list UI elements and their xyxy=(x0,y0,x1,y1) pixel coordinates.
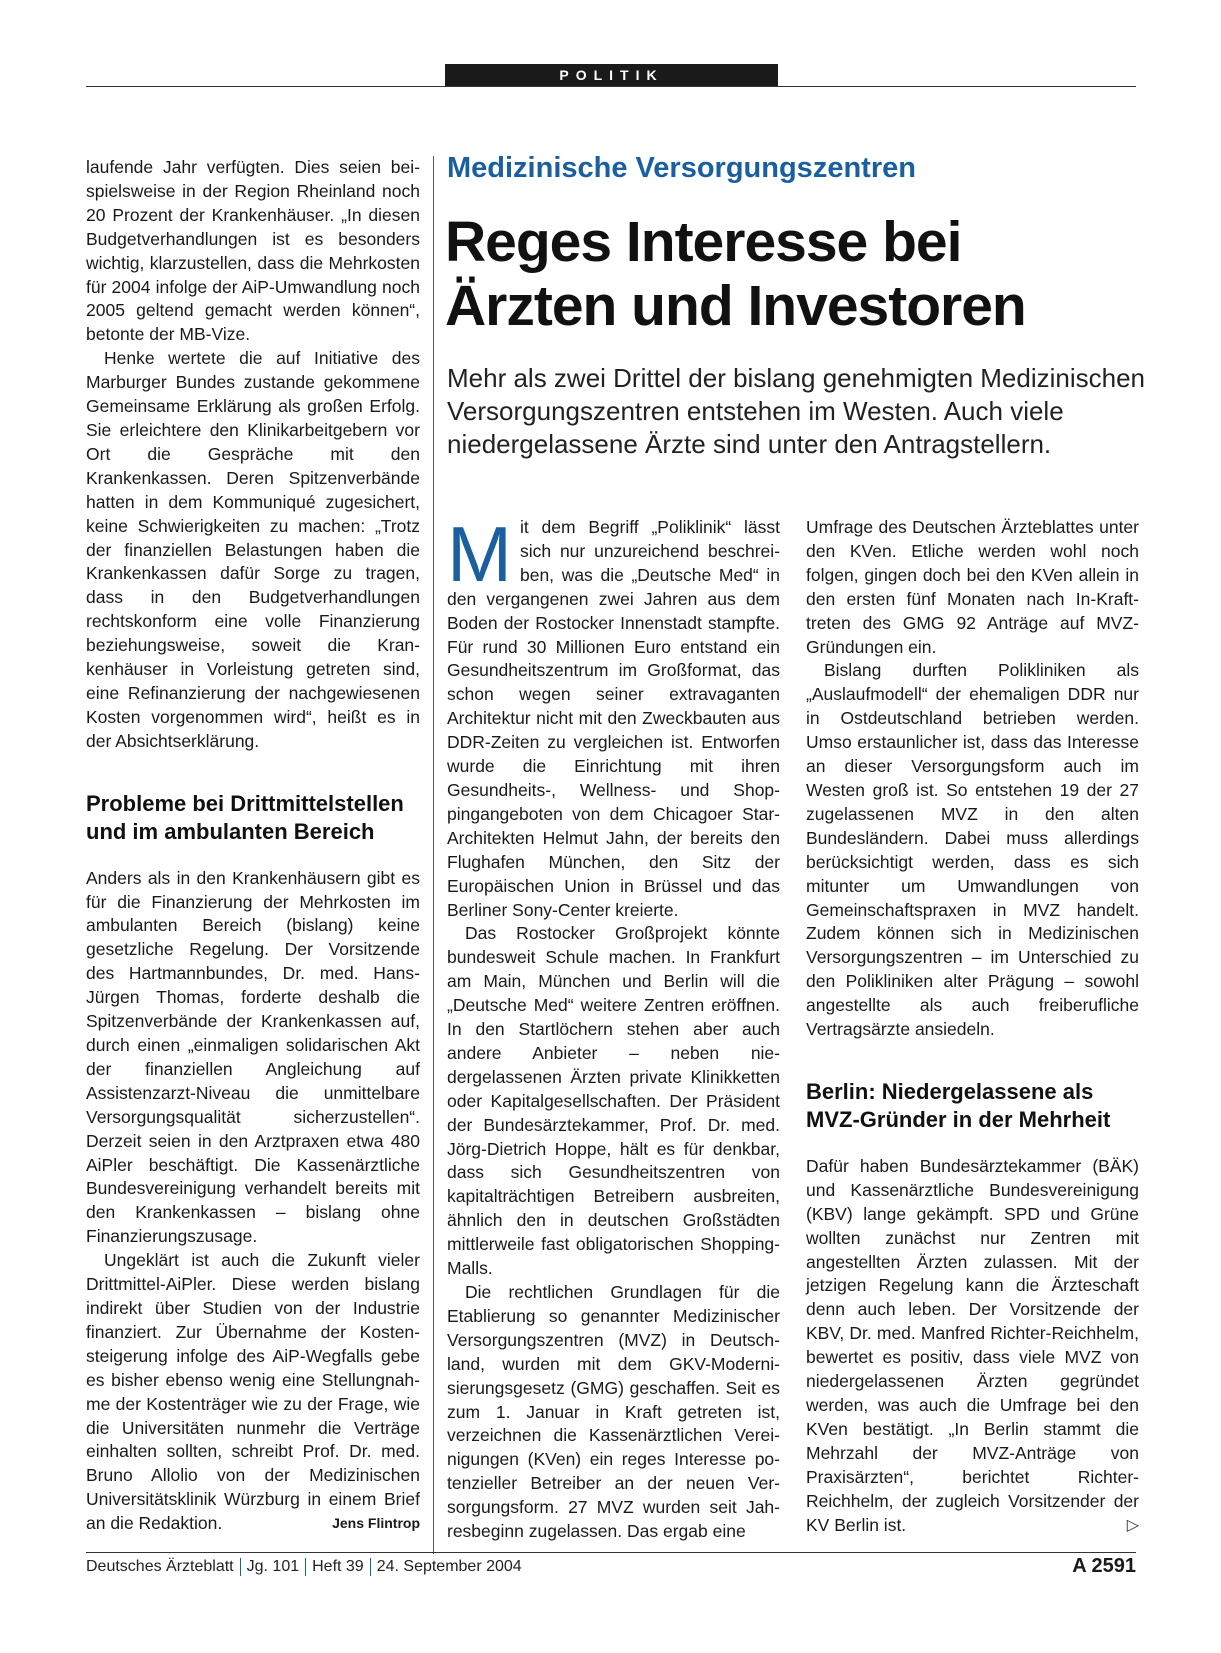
paragraph: Umfrage des Deutschen Ärzteblattes unter den KVen. Etliche werden wohl noch folgen, gingen doch bei den KVen allein in den ersten fünf Monaten nach In-Kraft-treten des GMG 92 Anträge auf MVZ-Gründungen ein. xyxy=(806,517,1139,657)
paragraph: Anders als in den Krankenhäusern gibt es für die Finanzierung der Mehrkosten im ambulanten Bereich (bislang) keine gesetzliche Regelung. Der Vorsitzende des Hartmannbundes, Dr. med. Hans-Jürgen Thomas, forderte deshalb die Spitzenverbände der Krankenkassen auf, durch einen „einmaligen solidarischen Akt der finanziellen Angleichung auf Assistenzarzt-Niveau die unmittelbare Versorgungsqualität sicherzustellen“. Derzeit seien in den Arztpraxen etwa 480 AiPler beschäftigt. Die Kassenärztliche Bundesvereinigung verhandelt bereits mit den Krankenkassen – bislang ohne Finanzierungszusage. xyxy=(86,867,420,1247)
footer-rule xyxy=(86,1552,1136,1553)
paragraph: Das Rostocker Großprojekt könnte bundesweit Schule machen. In Frankfurt am Main, München und Berlin will die „Deutsche Med“ weitere Zentren eröffnen. In den Startlöchern stehen aber auch andere Anbieter – neben niedergelassenen Ärzten private Klinikketten oder Kapitalgesellschaften. Der Präsident der Bundesärztekammer, Prof. Dr. med. Jörg-Dietrich Hoppe, hält es für denkbar, dass sich Gesundheitszentren von kapitalträchtigen Betreibern ausbreiten, ähnlich den in deutschen Großstädten mittlerweile fast obligatorischen Shopping-Malls. xyxy=(447,923,780,1279)
continue-arrow-icon: ▷ xyxy=(1126,1516,1139,1534)
journal-name: Deutsches Ärzteblatt xyxy=(86,1558,234,1576)
middle-column xyxy=(447,510,780,1544)
column-divider xyxy=(433,156,434,1554)
article-lead: Mehr als zwei Drittel der bislang genehmigten Medizinischen Versorgungszentren entstehen im Westen. Auch viele niedergelassene Ärzte sind unter den Antragstellern. xyxy=(447,363,1146,459)
paragraph-text: Ungeklärt ist auch die Zukunft vieler Drittmittel-AiPler. Diese werden bislang indirekt über Studien von der Industrie finanziert. Zur Übernahme der Kostensteigerung infolge des AiP-Wegfalls gebe es bisher ebenso wenig eine Stellungnahme der Kostenträger wie zu der Frage, wie die Universitäten nunmehr die Verträge einhalten sollten, schreibt Prof. Dr. med. Bruno Allolio von der Medizinischen Universitätsklinik Würzburg in einem Brief an die Redaktion. xyxy=(86,1250,420,1534)
subheading: Berlin: Niedergelassene als MVZ-Gründer in der Mehrheit xyxy=(806,1078,1111,1132)
separator xyxy=(240,1558,241,1576)
section-label: POLITIK xyxy=(445,64,778,86)
paragraph xyxy=(447,510,780,922)
left-column xyxy=(86,156,420,1536)
separator xyxy=(305,1558,306,1576)
paragraph-with-author xyxy=(86,1249,420,1536)
paragraph: Bislang durften Polikliniken als „Auslaufmodell“ der ehemaligen DDR nur in Ostdeutschland betrieben werden. Umso erstaunlicher ist, dass das Interesse an dieser Versorgungsform auch im Westen groß ist. So entstehen 19 der 27 zugelassenen MVZ in den alten Bundesländern. Dabei muss allerdings berücksichtigt werden, dass es sich mitunter um Umwandlungen von Gemeinschaftspraxen in MVZ handelt. Zudem können sich in Medizinischen Versorgungszentren – im Unterschied zu den Polikliniken alter Prägung – sowohl angestellte als auch freiberufliche Vertragsärzte ansiedeln. xyxy=(806,660,1139,1040)
header-rule xyxy=(86,86,1136,87)
paragraph-with-continue xyxy=(806,1155,1139,1538)
article-kicker: Medizinische Versorgungszentren xyxy=(447,152,916,184)
page-number: A 2591 xyxy=(1072,1555,1136,1577)
issue: Heft 39 xyxy=(312,1558,364,1576)
author-name: Jens Flintrop xyxy=(332,1515,420,1532)
right-column xyxy=(806,516,1139,1537)
footer xyxy=(86,1558,522,1576)
paragraph: Die rechtlichen Grundlagen für die Etablierung so genannter Medizinischer Versorgungszentren (MVZ) in Deutschland, wurden mit dem GKV-Modernisierungsgesetz (GMG) geschaffen. Seit es zum 1. Januar in Kraft getreten ist, verzeichnen die Kassenärztlichen Vereinigungen (KVen) ein reges Interesse potenzieller Betreiber an der neuen Versorgungsform. 27 MVZ wurden seit Jahresbeginn zugelassen. Das ergab eine xyxy=(447,1282,780,1542)
article-headline: Reges Interesse bei Ärzten und Investoren xyxy=(445,210,1026,338)
volume: Jg. 101 xyxy=(246,1558,300,1576)
paragraph: laufende Jahr verfügten. Dies seien beispielsweise in der Region Rheinland noch 20 Prozent der Krankenhäuser. „In diesen Budgetverhandlungen ist es besonders wichtig, klarzustellen, dass die Mehrkosten für 2004 infolge der AiP-Umwandlung noch 2005 geltend gemacht werden können“, betonte der MB-Vize. xyxy=(86,157,420,345)
paragraph: Henke wertete die auf Initiative des Marburger Bundes zustande gekommene Gemeinsame Erklärung als großen Erfolg. Sie erleichtere den Klinikarbeitgebern vor Ort die Gespräche mit den Krankenkassen. Deren Spitzenverbände hatten in dem Kommuniqué zugesichert, keine Schwierigkeiten zu machen: „Trotz der finanziellen Belastungen haben die Krankenkassen dafür Sorge zu tragen, dass in den Budgetverhandlungen rechtskonform eine volle Finanzierung beziehungsweise, soweit die Krankenhäuser in Vorleistung getreten sind, eine Refinanzierung der nachgewiesenen Kosten vorgenommen wird“, heißt es in der Absichtserklärung. xyxy=(86,348,420,751)
paragraph-text: Dafür haben Bundesärztekammer (BÄK) und Kassenärztliche Bundesvereinigung (KBV) lange gekämpft. SPD und Grüne wollten zunächst nur Zentren mit angestellten Ärzten zulassen. Mit der jetzigen Regelung kann die Ärzteschaft denn auch leben. Der Vorsitzende der KBV, Dr. med. Manfred Richter-Reichhelm, bewertet es positiv, dass viele MVZ von niedergelassenen Ärzten gegründet werden, was auch die Umfrage bei den KVen bestätigt. „In Berlin stammt die Mehrzahl der MVZ-Anträge von Praxisärzten“, berichtet Richter-Reichhelm, der zugleich Vorsitzender der KV Berlin ist. xyxy=(806,1155,1139,1535)
issue-date: 24. September 2004 xyxy=(376,1558,522,1576)
drop-cap: M xyxy=(447,510,512,598)
subheading: Probleme bei Drittmittelstellen und im ambulanten Bereich xyxy=(86,790,404,844)
separator xyxy=(370,1558,371,1576)
paragraph-text: it dem Begriff „Poliklinik“ lässt sich nur unzureichend beschreiben, was die „Deutsche Med“ in den vergangenen zwei Jahren aus dem Boden der Rostocker Innenstadt stampfte. Für rund 30 Millionen Euro entstand ein Gesundheitszentrum im Großformat, das schon wegen seiner extravaganten Architektur nicht mit den Zweckbauten aus DDR-Zeiten zu vergleichen ist. Entworfen wurde die Einrichtung mit ihren Gesundheits-, Wellness- und Shoppingangeboten von dem Chicagoer Star-Architekten Helmut Jahn, der bereits den Flughafen München, den Sitz der Europäischen Union in Brüssel und das Berliner Sony-Center kreierte. xyxy=(447,517,780,920)
